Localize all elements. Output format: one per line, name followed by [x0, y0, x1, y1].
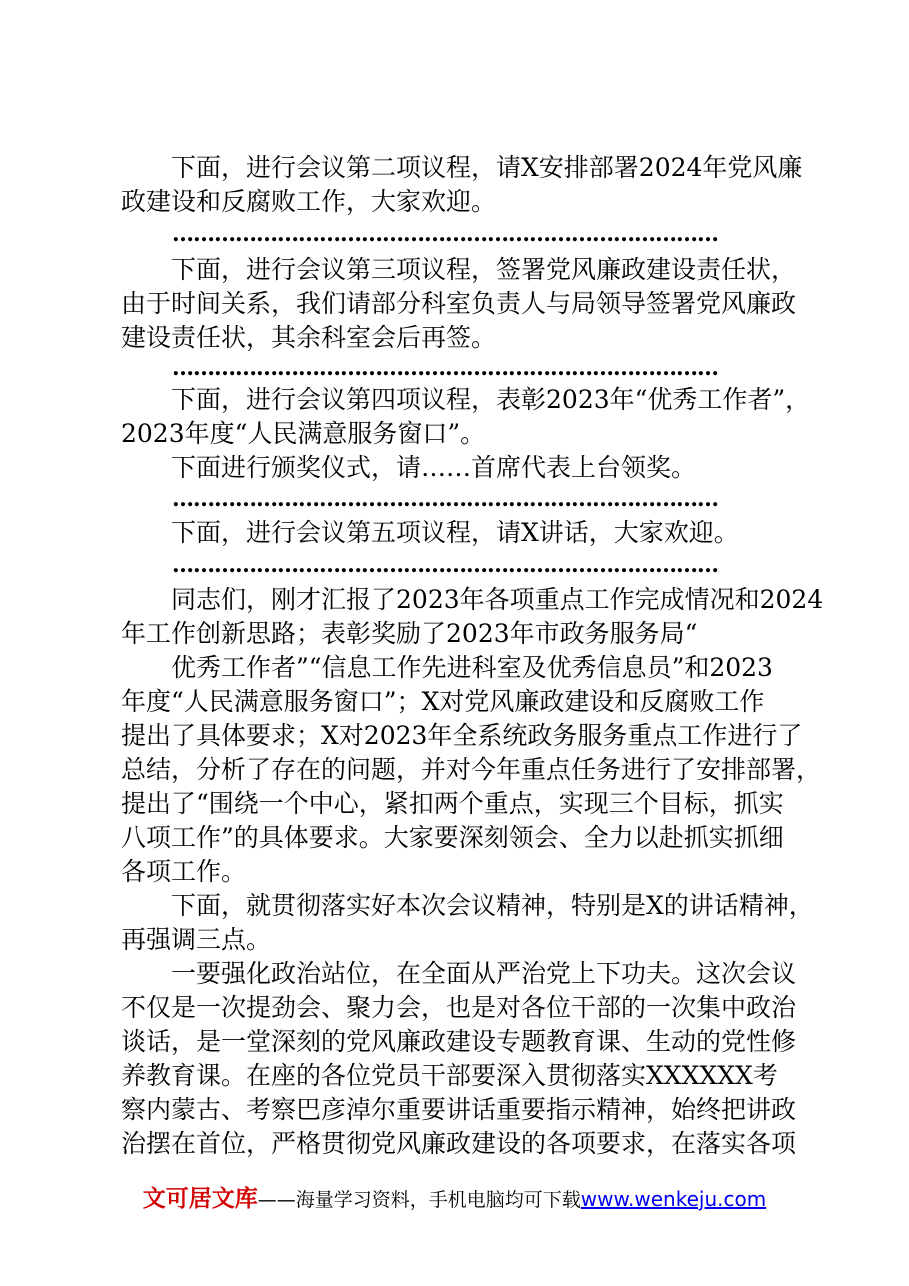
paragraph-line: 察内蒙古、考察巴彦淖尔重要讲话重要指示精神，始终把讲政 — [121, 1095, 797, 1124]
paragraph-line: 治摆在首位，严格贯彻党风廉政建设的各项要求，在落实各项 — [121, 1129, 797, 1158]
paragraph-line: 年工作创新思路；表彰奖励了2023年市政务服务局“ — [121, 619, 698, 648]
paragraph-line: 提出了“围绕一个中心，紧扣两个重点，实现三个目标，抓实 — [121, 789, 784, 818]
paragraph-line: 由于时间关系，我们请部分科室负责人与局领导签署党风廉政 — [121, 289, 797, 318]
paragraph-line: 总结，分析了存在的问题，并对今年重点任务进行了安排部署， — [121, 755, 822, 784]
paragraph-line: 年度“人民满意服务窗口”；X对党风廉政建设和反腐败工作 — [121, 687, 765, 716]
paragraph-line: 养教育课。在座的各位党员干部要深入贯彻落实XXXXXX考 — [121, 1061, 778, 1090]
paragraph-line: 各项工作。 — [121, 857, 247, 886]
paragraph-line: 再强调三点。 — [121, 925, 272, 954]
paragraph-line: 一要强化政治站位，在全面从严治党上下功夫。这次会议 — [121, 959, 797, 988]
paragraph-line: 下面，进行会议第四项议程，表彰2023年“优秀工作者”， — [121, 385, 811, 414]
paragraph-line: 下面，进行会议第五项议程，请X讲话，大家欢迎。 — [121, 518, 739, 547]
brand-name: 文可居文库 — [142, 1186, 258, 1212]
ellipsis-separator: …………………………………………………………………… — [172, 552, 718, 578]
footer-watermark — [0, 1180, 909, 1213]
ellipsis-separator: …………………………………………………………………… — [172, 486, 718, 512]
paragraph-line: 优秀工作者”“信息工作先进科室及优秀信息员”和2023 — [121, 653, 773, 682]
paragraph-line: 谈话，是一堂深刻的党风廉政建设专题教育课、生动的党性修 — [121, 1027, 797, 1056]
paragraph-line: 2023年度“人民满意服务窗口”。 — [121, 419, 486, 448]
paragraph-line: 下面，进行会议第二项议程，请X安排部署2024年党风廉 — [121, 153, 803, 182]
paragraph-line: 建设责任状，其余科室会后再签。 — [121, 323, 497, 352]
paragraph-line: 政建设和反腐败工作，大家欢迎。 — [121, 187, 497, 216]
paragraph-line: 下面进行颁奖仪式，请……首席代表上台领奖。 — [121, 453, 697, 482]
paragraph-line: 同志们，刚才汇报了2023年各项重点工作完成情况和2024 — [121, 585, 824, 614]
ellipsis-separator: …………………………………………………………………… — [172, 221, 718, 247]
ellipsis-separator: …………………………………………………………………… — [172, 355, 718, 381]
footer-slogan: ——海量学习资料，手机电脑均可下载 — [257, 1189, 581, 1211]
paragraph-line: 提出了具体要求；X对2023年全系统政务服务重点工作进行了 — [121, 721, 803, 750]
site-link[interactable]: www.wenkeju.com — [580, 1187, 767, 1211]
paragraph-line: 下面，就贯彻落实好本次会议精神，特别是X的讲话精神， — [121, 891, 814, 920]
paragraph-line: 不仅是一次提劲会、聚力会，也是对各位干部的一次集中政治 — [121, 993, 797, 1022]
paragraph-line: 下面，进行会议第三项议程，签署党风廉政建设责任状， — [121, 255, 797, 284]
paragraph-line: 八项工作”的具体要求。大家要深刻领会、全力以赴抓实抓细 — [121, 823, 784, 852]
